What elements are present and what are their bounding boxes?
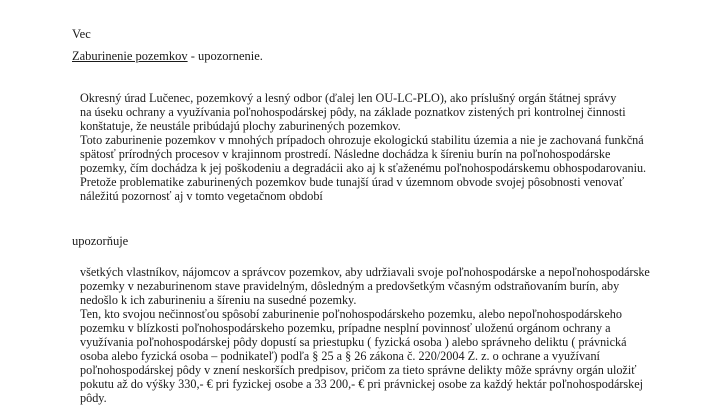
- vec-label: Vec: [72, 27, 91, 41]
- paragraph2-line: osoba alebo fyzická osoba – podnikateľ) podľa § 25 a § 26 zákona č. 220/2004 Z. z. o ochrane a využívaní: [80, 349, 600, 363]
- paragraph2-line: poľnohospodárskej pôdy v znení neskorších predpisov, pričom za tieto správne delikty môže správny orgán uložiť: [80, 363, 637, 377]
- paragraph1-line: náležitú pozornosť aj v tomto vegetačnom období: [80, 189, 323, 203]
- paragraph2-line: Ten, kto svojou nečinnosťou spôsobí zaburinenie poľnohospodárskeho pozemku, alebo nepoľnohospodárskeho: [80, 307, 622, 321]
- paragraph2-line: pozemky v nezaburinenom stave pravidelným, dôsledným a predovšetkým včasným odstraňovaním burín, aby: [80, 279, 620, 293]
- paragraph2-line: pôdy.: [80, 391, 107, 405]
- subject-title: Zaburinenie pozemkov: [72, 49, 188, 63]
- subject-suffix: - upozornenie.: [187, 49, 263, 63]
- paragraph1-line: na úseku ochrany a využívania poľnohospodárskej pôdy, na základe poznatkov zistených pri kontrolnej činnosti: [80, 105, 626, 119]
- paragraph1-line: Toto zaburinenie pozemkov v mnohých prípadoch ohrozuje ekologickú stabilitu územia a nie je zachovaná funkčná: [80, 133, 644, 147]
- paragraph2-line: všetkých vlastníkov, nájomcov a správcov pozemkov, aby udržiavali svoje poľnohospodárske a nepoľnohospodárske: [80, 265, 650, 279]
- paragraph2-line: pokutu až do výšky 330,- € pri fyzickej osobe a 33 200,- € pri právnickej osobe za každý hektár poľnohospodárskej: [80, 377, 644, 391]
- paragraph1-line: spätosť prírodných procesov v krajinnom prostredí. Následne dochádza k šíreniu burín na poľnohospodárske: [80, 147, 611, 161]
- paragraph2-line: využívania poľnohospodárskej pôdy dopustí sa priestupku ( fyzická osoba ) alebo správneho deliktu ( právnická: [80, 335, 627, 349]
- paragraph2-line: nedošlo k ich zaburineniu a šíreniu na susedné pozemky.: [80, 293, 357, 307]
- notice-heading: upozorňuje: [72, 234, 129, 248]
- paragraph1-line: konštatuje, že neustále pribúdajú plochy zaburinených pozemkov.: [80, 119, 401, 133]
- paragraph1-line: Okresný úrad Lučenec, pozemkový a lesný odbor (ďalej len OU-LC-PLO), ako príslušný orgán štátnej správy: [80, 91, 617, 105]
- subject-line: [72, 50, 263, 63]
- paragraph1-line: pozemky, čím dochádza k jej poškodeniu a degradácii ako aj k sťaženému poľnohospodárskemu obhospodarovaniu.: [80, 161, 647, 175]
- paragraph2-line: pozemku v blízkosti poľnohospodárskeho pozemku, prípadne nesplní povinnosť uloženú orgánom ochrany a: [80, 321, 611, 335]
- paragraph1-line: Pretože problematike zaburinených pozemkov bude tunajší úrad v územnom obvode svojej pôsobnosti venovať: [80, 175, 625, 189]
